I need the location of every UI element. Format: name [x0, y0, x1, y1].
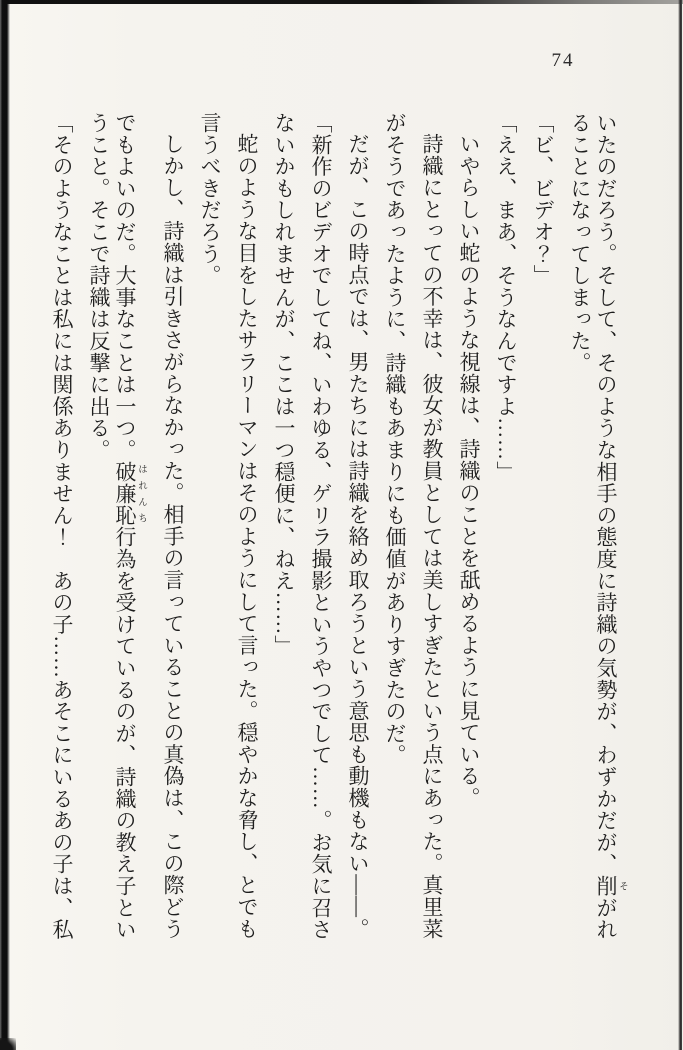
text-column: 「そのようなことは私には関係ありません！ あの子……あそこにいるあの子は、私 [50, 112, 74, 941]
page-number: 74 [551, 50, 575, 71]
text-column: 「ビ、ビデオ？」 [531, 112, 555, 287]
text-column: 言うべきだろう。 [198, 112, 222, 287]
scan-edge-bottom-left [0, 1038, 16, 1050]
text-block [35, 112, 627, 982]
text-column: 詩織にとっての不幸は、彼女が教員としては美しすぎたという点にあった。真里菜 [420, 133, 444, 940]
text-column: 「ええ、まあ、そうなんですよ……」 [494, 112, 518, 483]
ruby-annotated-word: 削 そ [594, 875, 627, 897]
scan-edge-top [0, 0, 683, 4]
scan-edge-right [678, 0, 682, 1050]
text-column: 「新作のビデオでしてね、いわゆる、ゲリラ撮影というやつでして……。お気に召さ [309, 112, 333, 941]
ruby-annotated-word: 破廉恥 はれんち [113, 460, 146, 527]
text-column: いやらしい蛇のような視線は、詩織のことを舐めるように見ている。 [457, 133, 481, 809]
text-column: うこと。そこで詩織は反撃に出る。 [87, 112, 111, 461]
text-column: 蛇のような目をしたサラリーマンはそのようにして言った。穏やかな脅し、とでも [235, 133, 259, 940]
text-column: しかし、詩織は引きさがらなかった。相手の言っていることの真偽は、この際どう [161, 133, 185, 940]
scan-edge-left [0, 0, 10, 1050]
text-column: いたのだろう。そして、そのような相手の態度に詩織の気勢が、わずかだが、削 そがれ [594, 112, 627, 941]
text-column: がそうであったように、詩織もあまりにも価値がありすぎたのだ。 [383, 112, 407, 766]
text-column: ないかもしれませんが、ここは一つ穏便に、ねえ……」 [272, 112, 296, 657]
text-column: でもよいのだ。大事なことは一つ。破廉恥 はれんち行為を受けているのが、詩織の教え子とい [113, 112, 146, 941]
text-column: ることになってしまった。 [568, 112, 592, 374]
text-column: だが、この時点では、男たちには詩織を絡め取ろうという意思も動機もない――。 [346, 133, 370, 940]
